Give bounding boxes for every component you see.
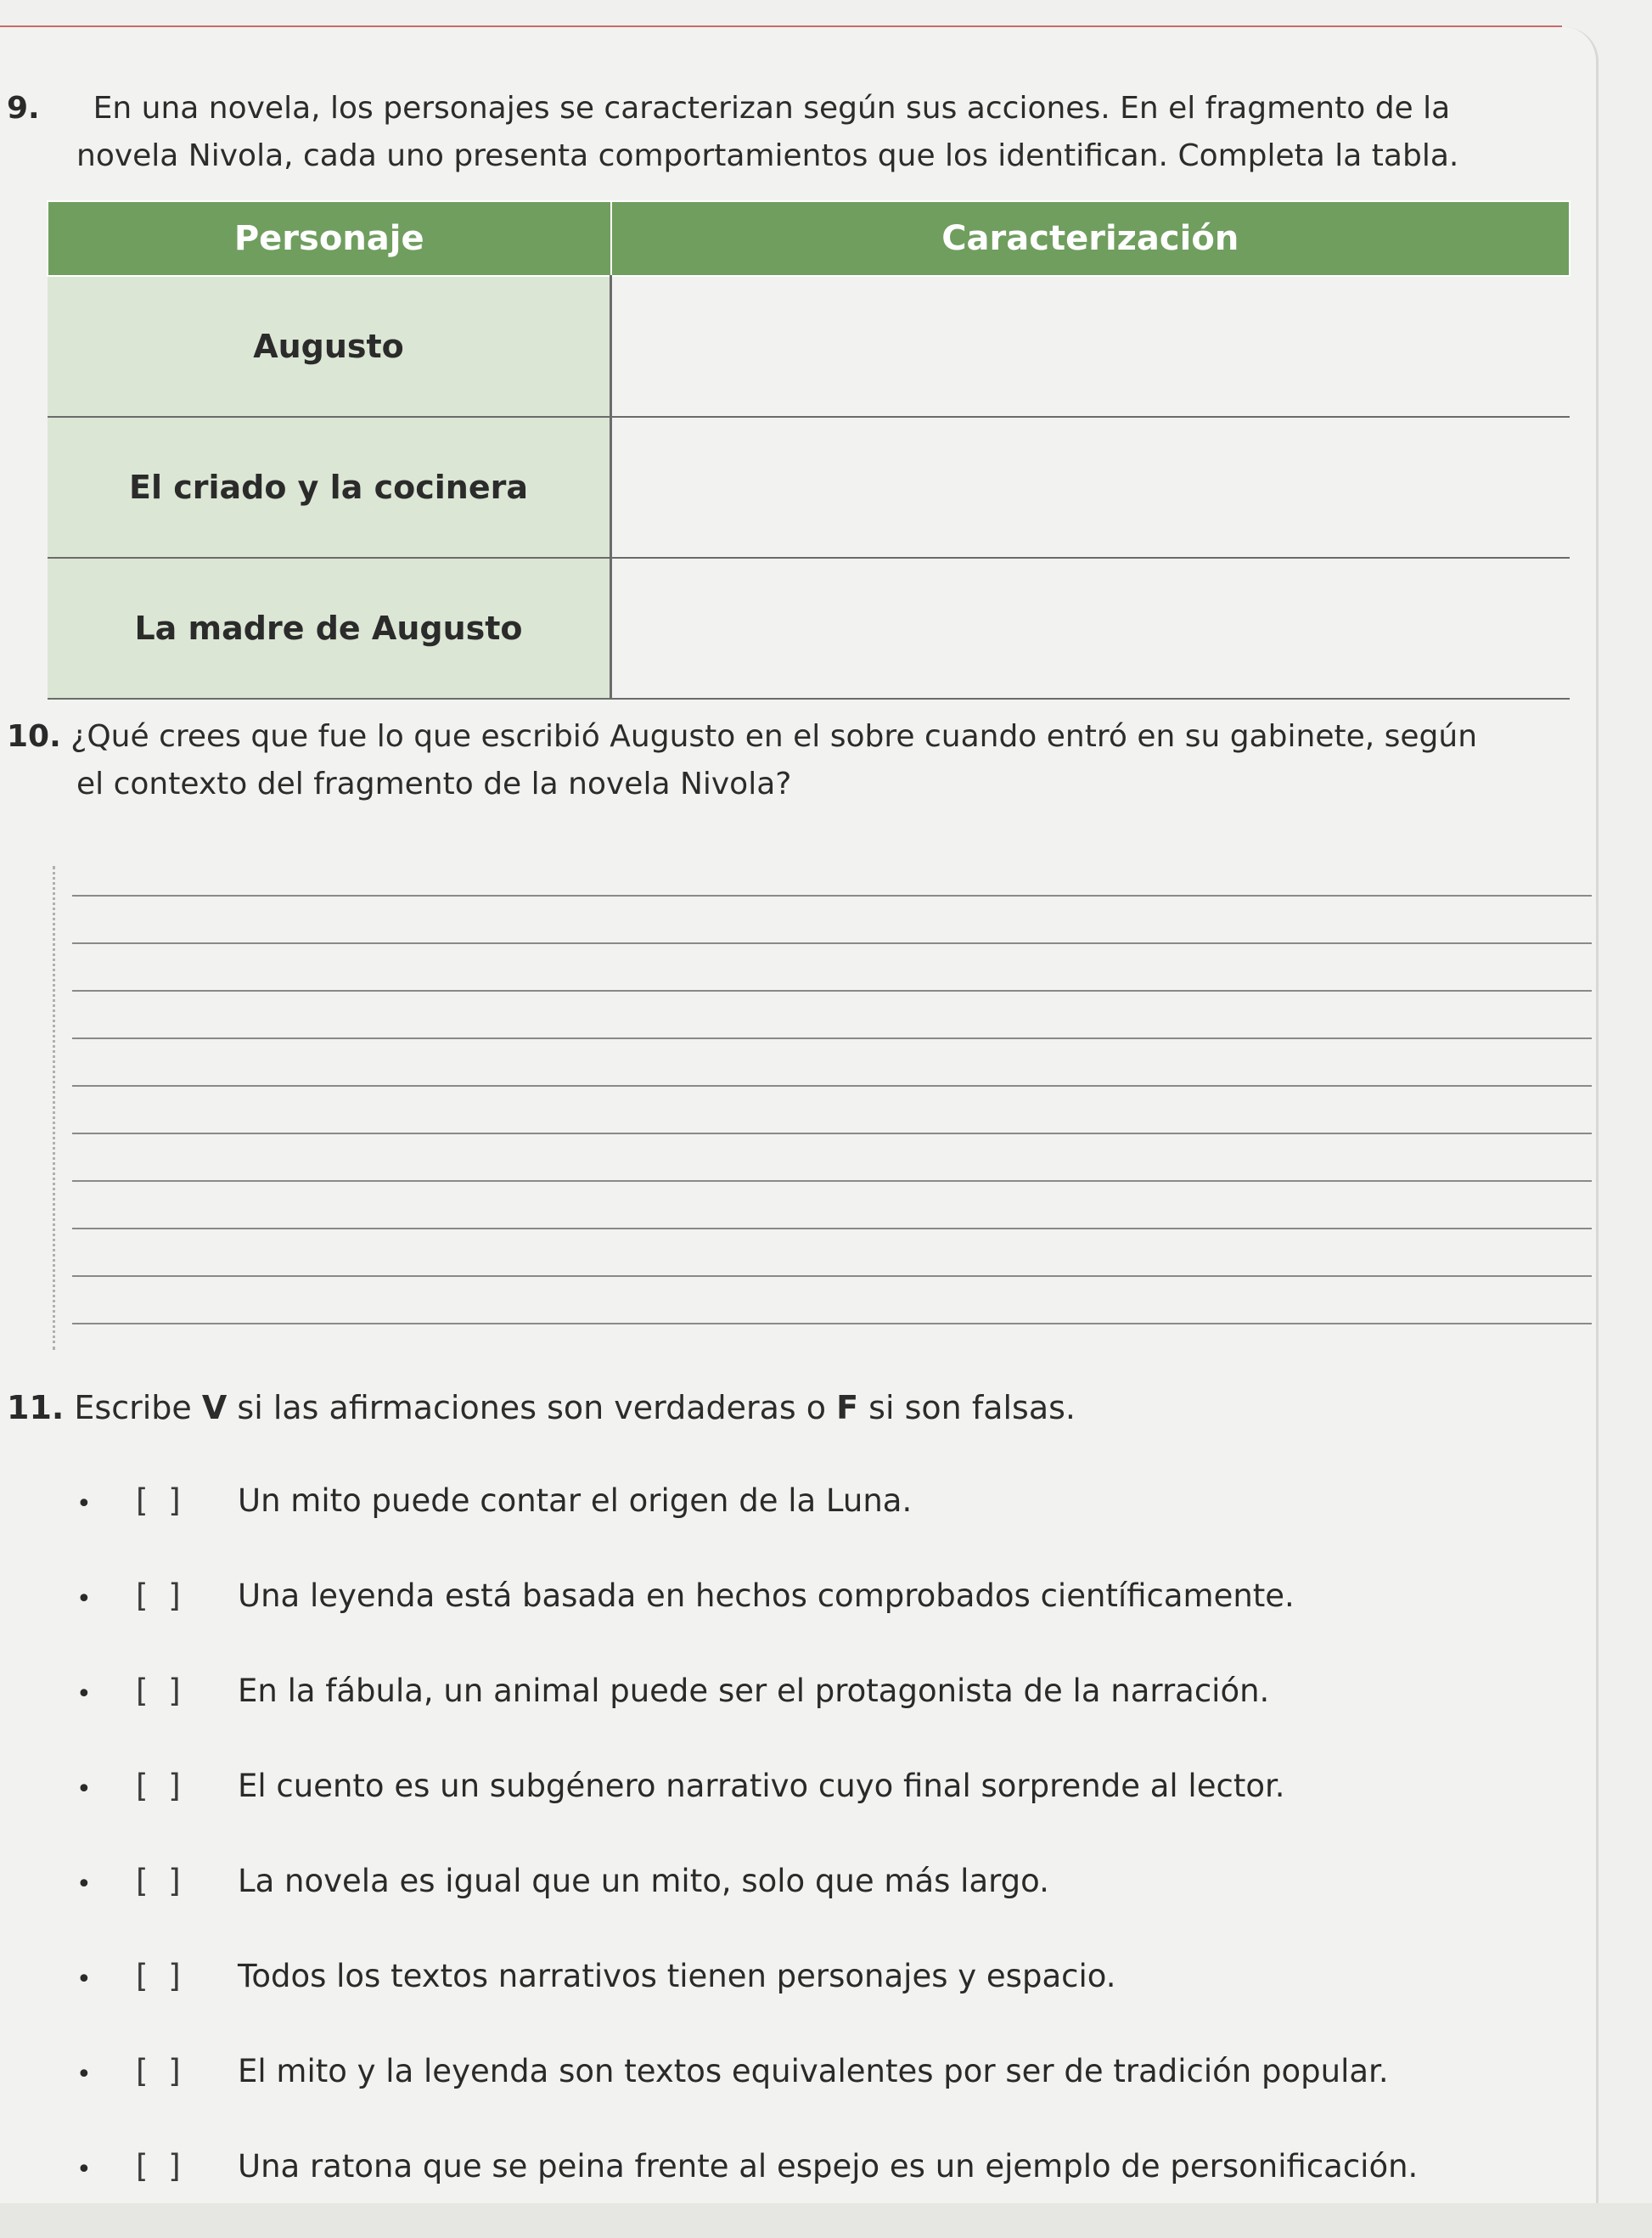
question-number: 10. (7, 719, 61, 754)
table-header-row (48, 201, 1570, 276)
answer-line[interactable] (72, 992, 1592, 1039)
header-caracterizacion: Caracterización (611, 201, 1571, 276)
answer-line[interactable] (72, 1087, 1592, 1134)
bullet-icon: • (76, 1870, 92, 1899)
prompt-pre: Escribe (74, 1389, 202, 1426)
statement-text: Una ratona que se peina frente al espejo es un ejemplo de personificación. (238, 2148, 1419, 2185)
list-item (76, 2048, 1604, 2143)
list-item (76, 2143, 1604, 2238)
list-item (76, 1763, 1604, 1858)
question-11 (7, 1384, 1076, 1431)
answer-box[interactable]: [ ] (136, 1958, 186, 1994)
answer-box[interactable]: [ ] (136, 2148, 186, 2185)
bullet-icon: • (76, 1965, 92, 1994)
answer-line[interactable] (72, 897, 1592, 944)
true-false-list (76, 1477, 1604, 2238)
answer-box[interactable]: [ ] (136, 1863, 186, 1899)
statement-text: Una leyenda está basada en hechos comprobados científicamente. (238, 1577, 1295, 1614)
statement-text: El mito y la leyenda son textos equivalentes por ser de tradición popular. (238, 2053, 1389, 2089)
prompt-post: si son falsas. (858, 1389, 1076, 1426)
list-item (76, 1477, 1604, 1572)
personaje-cell: La madre de Augusto (48, 558, 611, 699)
header-personaje: Personaje (48, 201, 611, 276)
question-number: 11. (7, 1389, 65, 1426)
prompt-f: F (836, 1389, 859, 1426)
statement-text: El cuento es un subgénero narrativo cuyo final sorprende al lector. (238, 1768, 1285, 1804)
answer-box[interactable]: [ ] (136, 1673, 186, 1709)
list-item (76, 1572, 1604, 1667)
answer-box[interactable]: [ ] (136, 1577, 186, 1614)
statement-text: Todos los textos narrativos tienen personajes y espacio. (238, 1958, 1116, 1994)
answer-lines[interactable] (72, 849, 1592, 1324)
answer-line[interactable] (72, 1277, 1592, 1324)
table-row (48, 276, 1570, 417)
question-text-line-2: el contexto del fragmento de la novela Nivola? (76, 767, 792, 801)
bullet-icon: • (76, 1489, 92, 1519)
bullet-icon: • (76, 2155, 92, 2185)
question-text-line-1: ¿Qué crees que fue lo que escribió Augusto en el sobre cuando entró en su gabinete, según (70, 719, 1478, 754)
statement-text: En la fábula, un animal puede ser el protagonista de la narración. (238, 1673, 1270, 1709)
caracterizacion-cell[interactable] (611, 558, 1571, 699)
table-row (48, 558, 1570, 699)
answer-line[interactable] (72, 944, 1592, 992)
answer-line[interactable] (72, 1182, 1592, 1229)
answer-line[interactable] (72, 1039, 1592, 1087)
bullet-icon: • (76, 2060, 92, 2089)
answer-box[interactable]: [ ] (136, 2053, 186, 2089)
table-row (48, 417, 1570, 558)
answer-box[interactable]: [ ] (136, 1482, 186, 1519)
caracterizacion-cell[interactable] (611, 276, 1571, 417)
prompt-mid: si las afirmaciones son verdaderas o (227, 1389, 837, 1426)
question-text-line-1: En una novela, los personajes se caracterizan según sus acciones. En el fragmento de la (93, 91, 1451, 126)
answer-line[interactable] (72, 1134, 1592, 1182)
statement-text: Un mito puede contar el origen de la Luna. (238, 1482, 913, 1519)
question-9 (7, 85, 1560, 180)
bullet-icon: • (76, 1774, 92, 1804)
list-item (76, 1953, 1604, 2048)
bullet-icon: • (76, 1584, 92, 1614)
margin-dotted-line (53, 866, 55, 1350)
question-text-line-2: novela Nivola, cada uno presenta comportamientos que los identifican. Completa la tabla. (76, 138, 1459, 173)
question-number: 9. (7, 91, 40, 126)
personaje-cell: El criado y la cocinera (48, 417, 611, 558)
question-10 (7, 713, 1603, 808)
statement-text: La novela es igual que un mito, solo que más largo. (238, 1863, 1049, 1899)
answer-line[interactable] (72, 849, 1592, 897)
answer-box[interactable]: [ ] (136, 1768, 186, 1804)
answer-line[interactable] (72, 1229, 1592, 1277)
personaje-cell: Augusto (48, 276, 611, 417)
bullet-icon: • (76, 1679, 92, 1709)
characterization-table (47, 200, 1571, 700)
prompt-v: V (201, 1389, 228, 1426)
caracterizacion-cell[interactable] (611, 417, 1571, 558)
list-item (76, 1667, 1604, 1763)
list-item (76, 1858, 1604, 1953)
